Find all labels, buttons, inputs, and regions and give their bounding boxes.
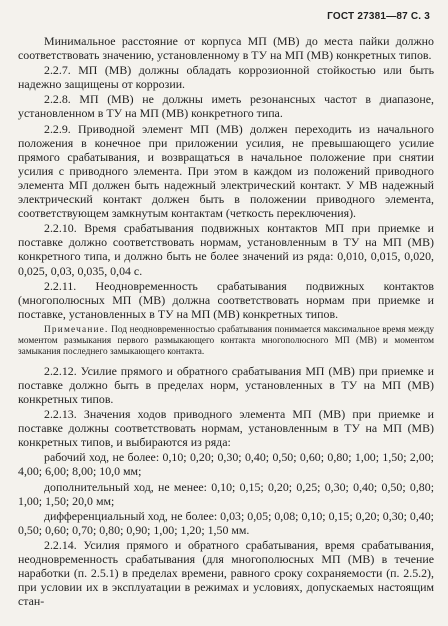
differential-stroke-list: дифференциальный ход, не более: 0,03; 0,05; 0,08; 0,10; 0,15; 0,20; 0,30; 0,40; 0,50; 0,60; 0,70; 0,80; 0,90; 1,00; 1,20; 1,50 мм. bbox=[18, 508, 434, 537]
paragraph-2-2-10: 2.2.10. Время срабатывания подвижных контактов МП при приемке и поставке должно соответствовать нормам, установленным в ТУ на МП (МВ) конкретного типа, и должно быть не более значений из ряда: 0,010, 0,015, 0,020, 0,025, 0,03, 0,035, 0,04 с. bbox=[18, 221, 434, 278]
additional-stroke-list: дополнительный ход, не менее: 0,10; 0,15; 0,20; 0,25; 0,30; 0,40; 0,50; 0,80; 1,00; 1,50; 20,0 мм; bbox=[18, 479, 434, 508]
document-body bbox=[18, 34, 434, 609]
note-text: Под неодновременностью срабатывания понимается максимальное время между моментом размыкания первого размыкающего контакта многополюсного МП (МВ) и моментом замыкания последнего замыкающего контакта. bbox=[18, 324, 434, 358]
paragraph-soldering-distance: Минимальное расстояние от корпуса МП (МВ) до места пайки должно соответствовать значению, установленному в ТУ на МП (МВ) конкретных типов. bbox=[18, 34, 434, 63]
paragraph-2-2-12: 2.2.12. Усилие прямого и обратного срабатывания МП (МВ) при приемке и поставке должно быть в пределах норм, установленных в ТУ на МП (МВ) конкретных типов. bbox=[18, 363, 434, 406]
note-lead: Примечание. bbox=[44, 324, 109, 335]
page-header: ГОСТ 27381—87 С. 3 bbox=[327, 11, 430, 22]
working-stroke-list: рабочий ход, не более: 0,10; 0,20; 0,30; 0,40; 0,50; 0,60; 0,80; 1,00; 1,50; 2,00; 4,00; 6,00; 8,00; 10,0 мм; bbox=[18, 450, 434, 479]
note bbox=[18, 325, 434, 359]
paragraph-2-2-13: 2.2.13. Значения ходов приводного элемента МП (МВ) при приемке и поставке должны соответствовать нормам, установленным в ТУ на МП (МВ) конкретных типов, и выбираются из ряда: bbox=[18, 407, 434, 450]
paragraph-2-2-8: 2.2.8. МП (МВ) не должны иметь резонансных частот в диапазоне, установленном в ТУ на МП (МВ) конкретного типа. bbox=[18, 92, 434, 121]
paragraph-2-2-9: 2.2.9. Приводной элемент МП (МВ) должен переходить из начального положения в конечное при приложении усилия, не превышающего усилие прямого срабатывания, и возвращаться в начальное положение при снятии усилия с приводного элемента. При этом в каждом из положений приводного элемента МП должен быть надежный электрический контакт. У МВ надежный электрический контакт должен быть в положении приводного элемента, соответствующем замкнутым контактам (четкость переключения). bbox=[18, 121, 434, 221]
paragraph-2-2-11: 2.2.11. Неодновременность срабатывания подвижных контактов (многополюсных МП (МВ) должна соответствовать нормам при приемке и поставке, установленных в ТУ на МП (МВ) конкретных типов. bbox=[18, 278, 434, 321]
paragraph-2-2-14: 2.2.14. Усилия прямого и обратного срабатывания, время срабатывания, неодновременность срабатывания (для многополюсных МП (МВ) в течение наработки (п. 2.5.1) в пределах времени, равного сроку сохраняемости (п. 2.5.2), при условии их в эксплуатации в режимах и условиях, допускаемых настоящим стан- bbox=[18, 537, 434, 609]
paragraph-2-2-7: 2.2.7. МП (МВ) должны обладать коррозионной стойкостью или быть надежно защищены от коррозии. bbox=[18, 63, 434, 92]
